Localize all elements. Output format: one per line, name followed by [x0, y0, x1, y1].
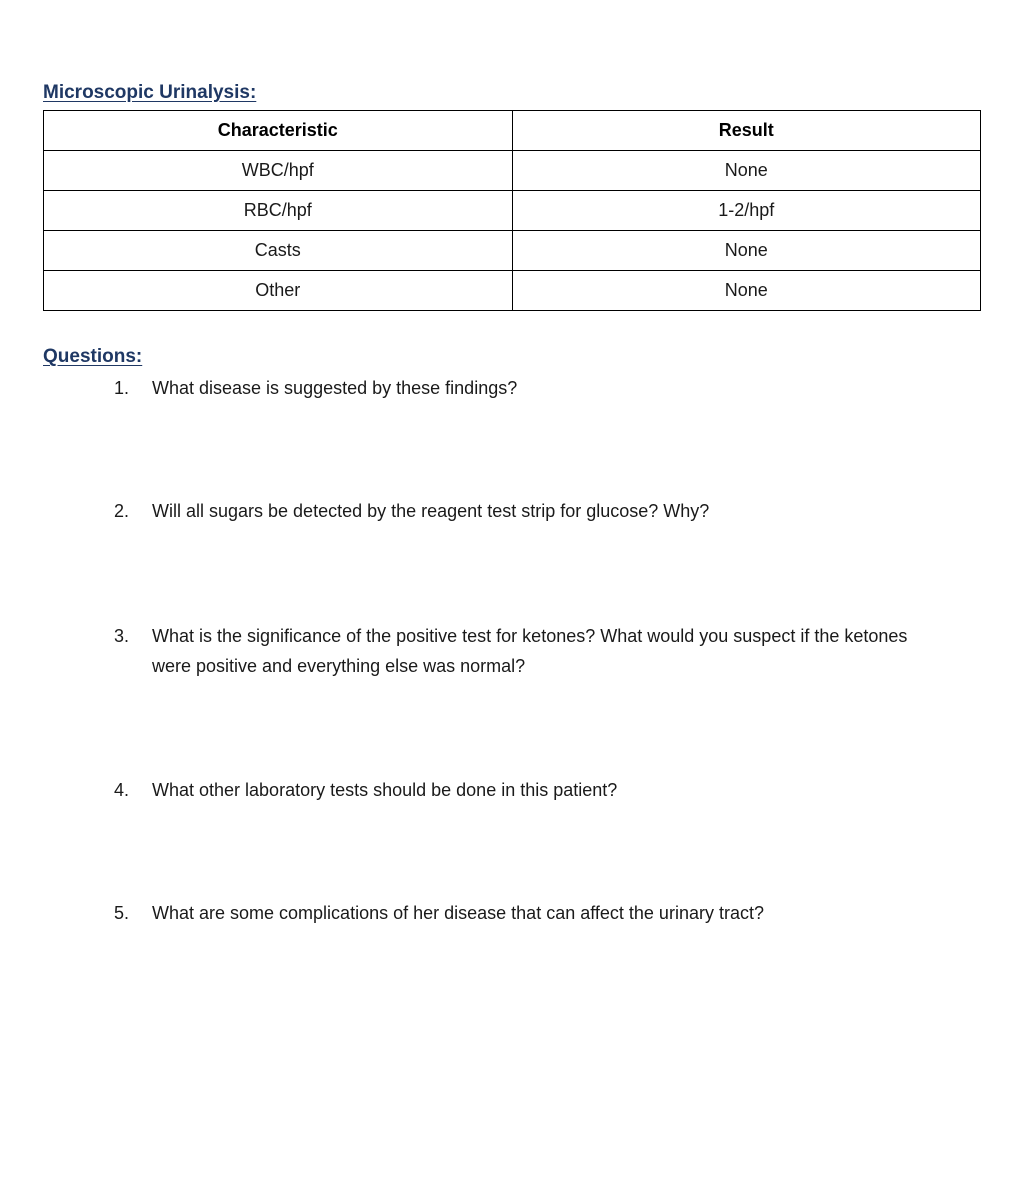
- question-text: What is the significance of the positive test for ketones? What would you suspect if the ketones were positive and everything else was normal?: [152, 626, 908, 676]
- column-header-result: Result: [512, 111, 981, 151]
- characteristic-cell: Casts: [44, 231, 513, 271]
- question-number: 1.: [114, 378, 130, 398]
- microscopic-urinalysis-heading: Microscopic Urinalysis:: [43, 82, 257, 103]
- question-text: What disease is suggested by these findings?: [152, 378, 518, 398]
- table-row: [44, 191, 981, 231]
- microscopic-urinalysis-table: [43, 110, 981, 311]
- column-header-characteristic: Characteristic: [44, 111, 513, 151]
- characteristic-cell: RBC/hpf: [44, 191, 513, 231]
- table-row: [44, 271, 981, 311]
- characteristic-cell: Other: [44, 271, 513, 311]
- question-text: What other laboratory tests should be done in this patient?: [152, 780, 618, 800]
- question-text: What are some complications of her disease that can affect the urinary tract?: [152, 903, 764, 923]
- question-item: [114, 898, 944, 928]
- result-cell: None: [512, 271, 981, 311]
- result-cell: None: [512, 151, 981, 191]
- question-number: 3.: [114, 626, 130, 646]
- table-row: [44, 231, 981, 271]
- question-text: Will all sugars be detected by the reagent test strip for glucose? Why?: [152, 501, 710, 521]
- question-item: [114, 496, 944, 526]
- question-item: [114, 621, 944, 681]
- question-item: [114, 775, 944, 805]
- result-cell: 1-2/hpf: [512, 191, 981, 231]
- result-cell: None: [512, 231, 981, 271]
- question-number: 2.: [114, 501, 130, 521]
- question-item: [114, 373, 944, 403]
- questions-heading: Questions:: [43, 346, 143, 367]
- question-number: 5.: [114, 903, 130, 923]
- question-number: 4.: [114, 780, 130, 800]
- characteristic-cell: WBC/hpf: [44, 151, 513, 191]
- table-row: [44, 151, 981, 191]
- table-header-row: [44, 111, 981, 151]
